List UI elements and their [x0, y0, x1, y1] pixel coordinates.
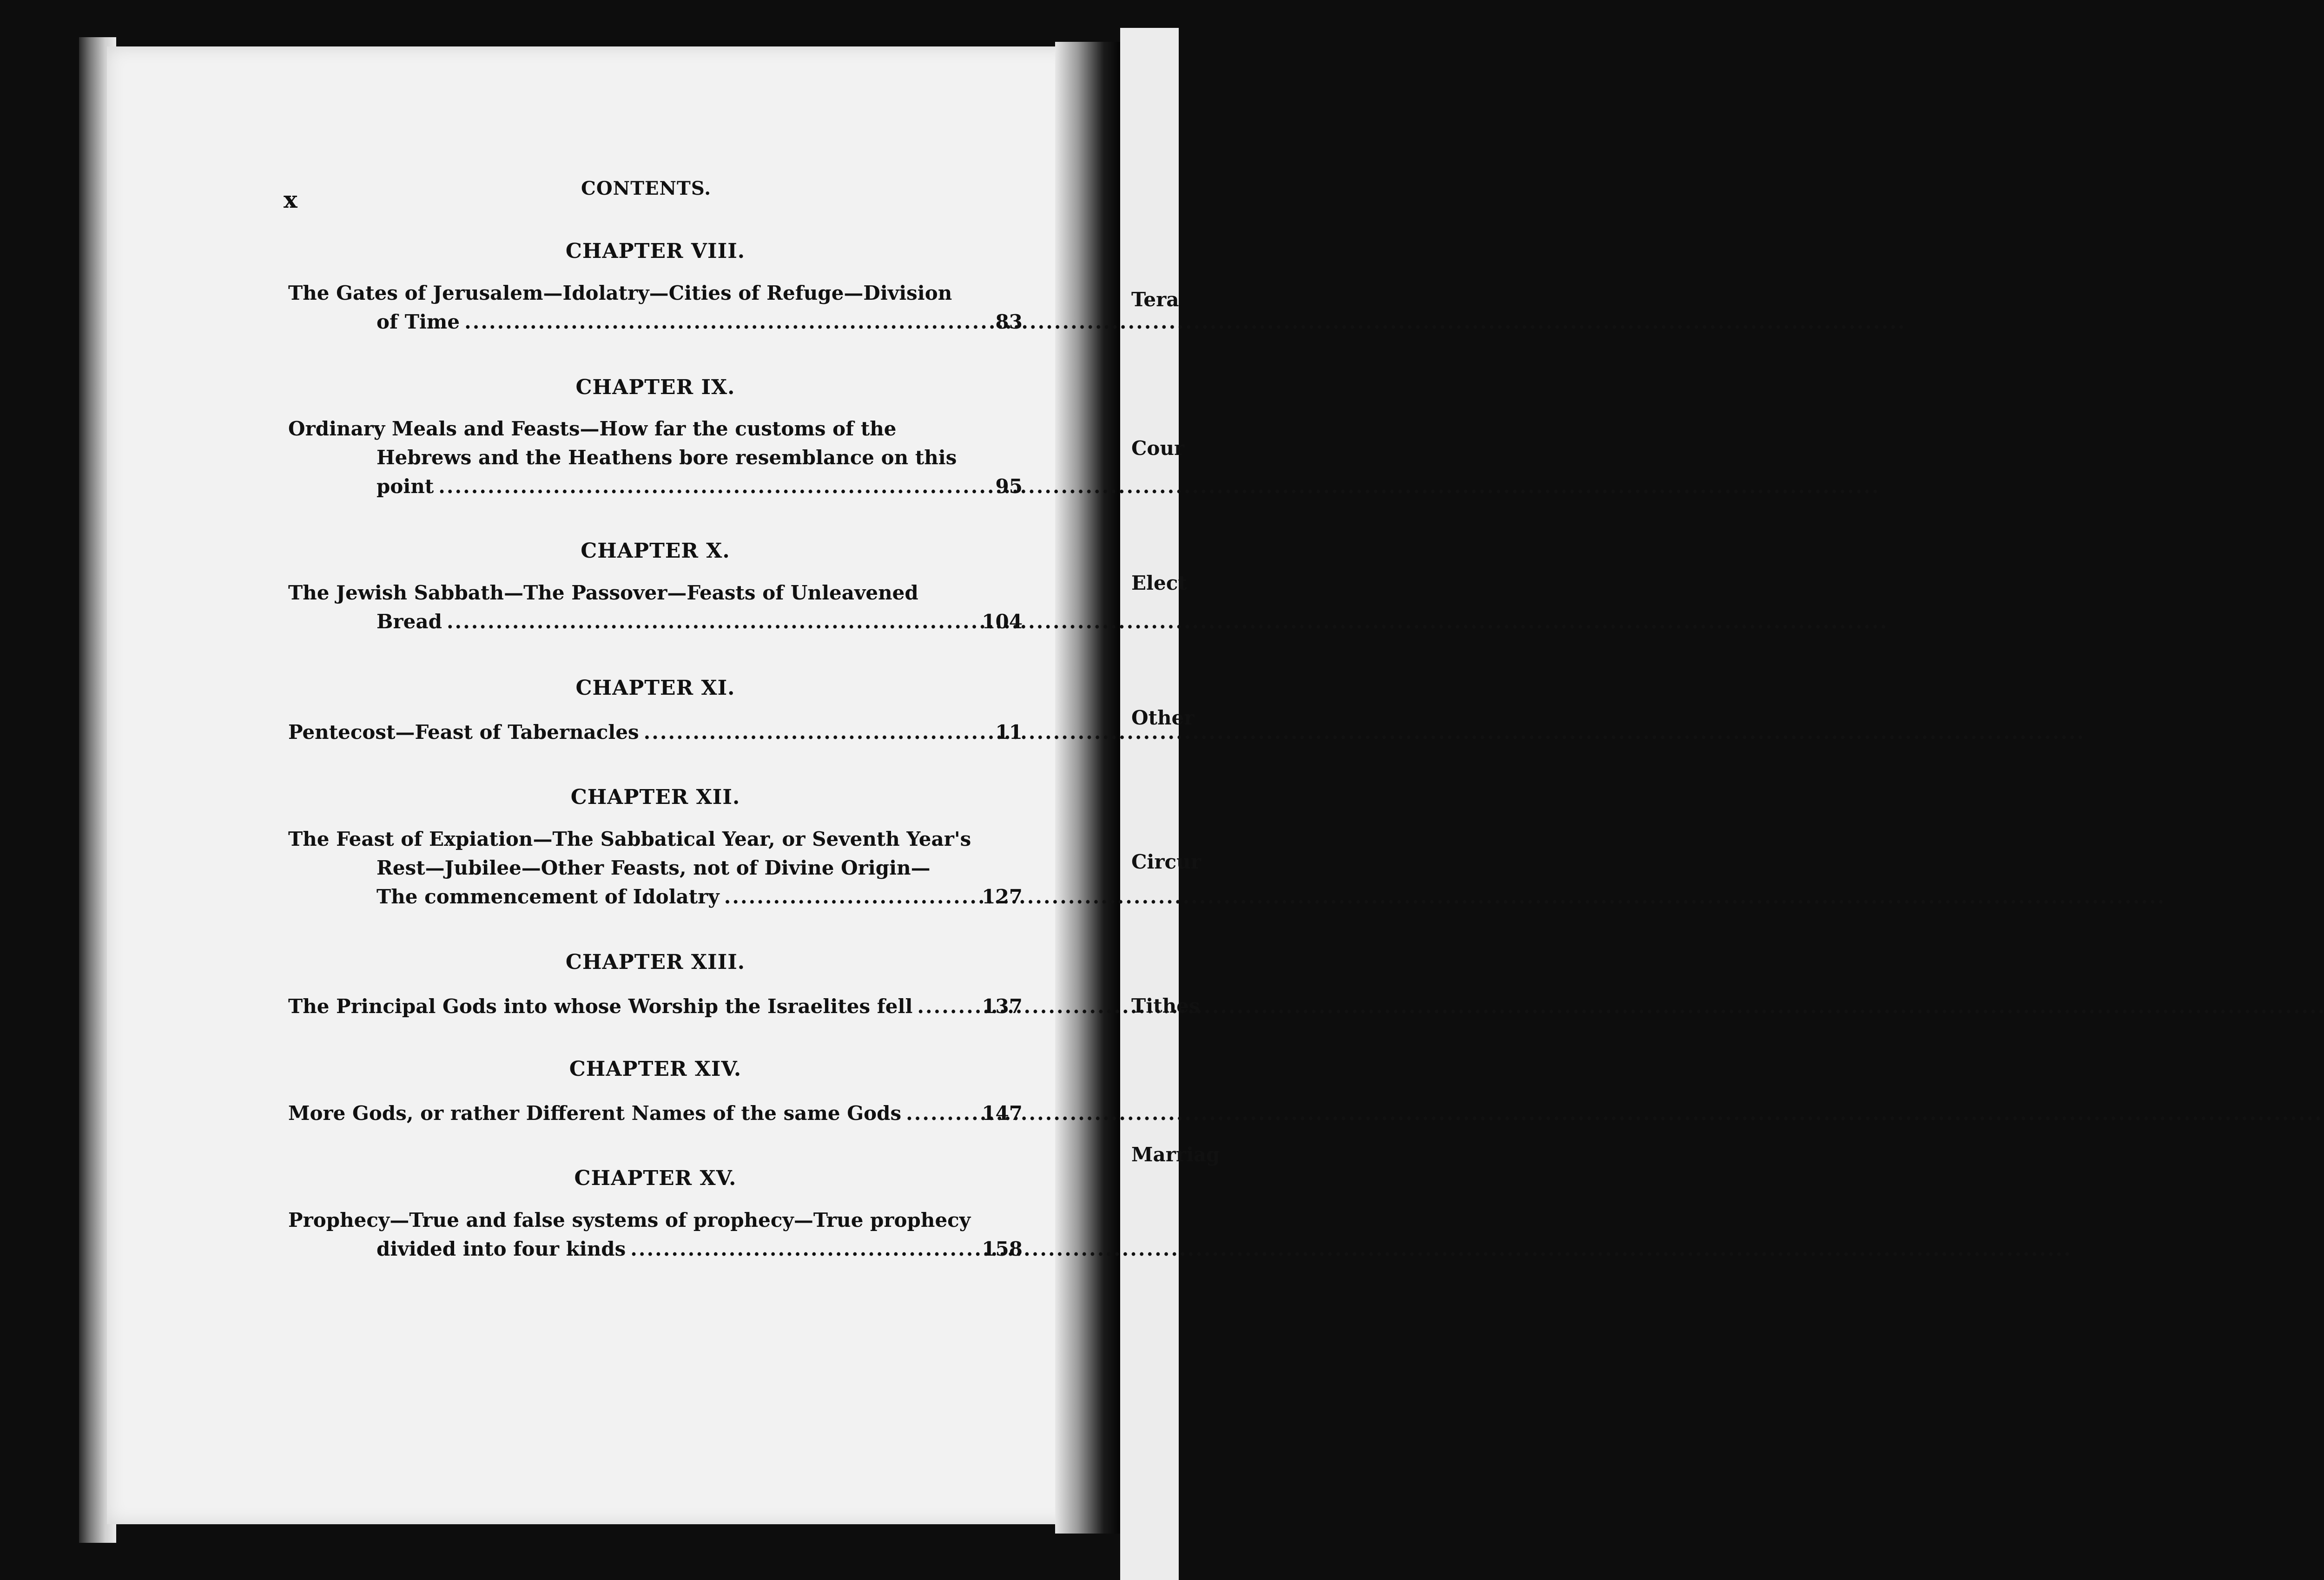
entry-line: [288, 279, 962, 308]
chapter-heading: CHAPTER VIII.: [565, 239, 746, 263]
entry-text: divided into four kinds: [376, 1238, 626, 1260]
chapter-heading: CHAPTER X.: [581, 539, 730, 563]
page-number: 95: [995, 475, 1023, 498]
toc-entry[interactable]: [288, 825, 1023, 911]
entry-text: Pentecost—Feast of Tabernacles: [288, 721, 639, 744]
chapter-heading: CHAPTER XI.: [575, 676, 735, 700]
leader-dots: [630, 1235, 2072, 1264]
page-number: 127: [982, 885, 1023, 908]
toc-entry[interactable]: [288, 579, 1023, 636]
page-number: 147: [982, 1102, 1023, 1125]
page-number: 83: [995, 310, 1023, 333]
facing-fragment: Tera: [1131, 288, 1179, 311]
entry-last-line: [288, 1099, 962, 1128]
toc-entry[interactable]: [288, 1099, 1023, 1128]
toc-entry[interactable]: [288, 1206, 1023, 1264]
toc-entry[interactable]: [288, 718, 1023, 747]
chapter-heading: CHAPTER XIV.: [569, 1057, 742, 1081]
page-number: 158: [982, 1238, 1023, 1260]
toc-entry[interactable]: [288, 992, 1023, 1021]
leader-dots: [917, 992, 2324, 1021]
chapter-heading: CHAPTER XV.: [574, 1166, 737, 1190]
entry-text: Hebrews and the Heathens bore resemblance on this: [376, 446, 957, 469]
facing-fragment: Circur: [1131, 850, 1201, 873]
entry-text: The Jewish Sabbath—The Passover—Feasts of Unleavened: [288, 581, 918, 604]
entry-text: The Feast of Expiation—The Sabbatical Year, or Seventh Year's: [288, 828, 971, 850]
entry-text: Bread: [376, 610, 442, 633]
chapter-heading: CHAPTER XII.: [570, 785, 740, 809]
entry-text: Ordinary Meals and Feasts—How far the customs of the: [288, 417, 897, 440]
entry-text: point: [376, 475, 434, 498]
entry-last-line: [288, 1235, 962, 1264]
chapter-heading: CHAPTER IX.: [575, 375, 735, 399]
book-gutter: [1055, 42, 1120, 1534]
entry-text: The Gates of Jerusalem—Idolatry—Cities of Refuge—Division: [288, 282, 952, 304]
entry-last-line: [288, 607, 962, 636]
entry-last-line: [288, 308, 962, 336]
facing-fragment: Marriag: [1131, 1143, 1220, 1166]
entry-text: Prophecy—True and false systems of prophecy—True prophecy: [288, 1209, 971, 1231]
entry-last-line: [288, 718, 962, 747]
entry-line: [288, 415, 962, 443]
page-number: 104: [982, 610, 1023, 633]
folio-number: x: [284, 186, 297, 213]
entry-line: [288, 579, 962, 607]
entry-text: of Time: [376, 310, 460, 333]
entry-text: The commencement of Idolatry: [376, 885, 720, 908]
running-head: CONTENTS.: [581, 178, 712, 199]
entry-line: [288, 854, 962, 882]
entry-text: More Gods, or rather Different Names of the same Gods: [288, 1102, 902, 1125]
entry-last-line: [288, 992, 962, 1021]
leader-dots: [906, 1099, 2324, 1128]
leader-dots: [447, 607, 1888, 636]
facing-fragment: Other: [1131, 706, 1195, 729]
entry-line: [288, 1206, 971, 1235]
leader-dots: [644, 718, 2085, 747]
toc-entry[interactable]: [288, 415, 1023, 501]
chapter-heading: CHAPTER XIII.: [565, 950, 746, 974]
toc-entry[interactable]: [288, 279, 1023, 336]
entry-last-line: [288, 882, 962, 911]
leader-dots: [724, 882, 2166, 911]
facing-fragment: Cour: [1131, 437, 1185, 460]
leader-dots: [464, 308, 1906, 336]
page-number: 11: [995, 721, 1023, 744]
facing-fragment: Tithes: [1131, 994, 1200, 1017]
entry-text: The Principal Gods into whose Worship the Israelites fell: [288, 995, 913, 1018]
entry-last-line: [288, 472, 962, 501]
facing-fragment: Elect: [1131, 572, 1187, 594]
entry-line: [288, 825, 971, 854]
leader-dots: [438, 472, 1880, 501]
page-number: 137: [982, 995, 1023, 1018]
facing-page: [1120, 28, 1220, 1580]
entry-text: Rest—Jubilee—Other Feasts, not of Divine Origin—: [376, 856, 931, 879]
entry-line: [288, 443, 962, 472]
